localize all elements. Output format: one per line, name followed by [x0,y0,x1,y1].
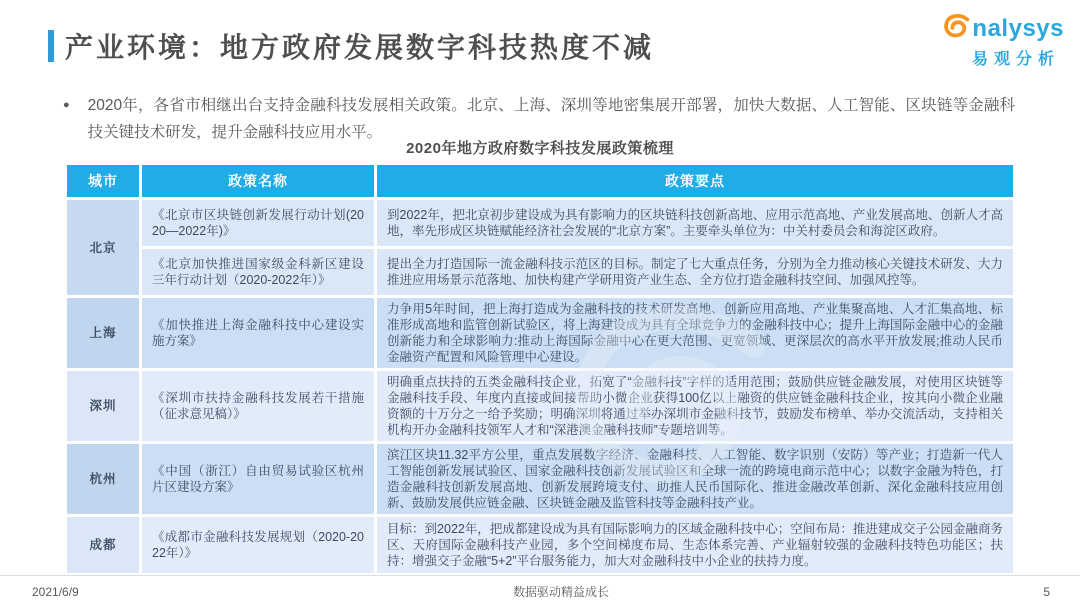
intro-bullet-text: 2020年，各省市相继出台支持金融科技发展相关政策。北京、上海、深圳等地密集展开部署，加快大数据、人工智能、区块链等金融科技关键技术研发，提升金融科技应用水平。 [87,97,1015,141]
title-block [48,26,654,66]
table-row-chengdu [67,517,1013,573]
city-cell-beijing: 北京 [67,200,139,295]
logo-text-cn: 易观分析 [971,51,1060,68]
policy-points-cell: 明确重点扶持的五类金融科技企业，拓宽了“金融科技”字样的适用范围；鼓励供应链金融发展，对使用区块链等金融科技手段、年度内直接或间接帮助小微企业获得100亿以上融资的供应链金融科技企业，按其向小微企业融资额的十万分之一给予奖励；明确深圳将通过举办深圳市金融科技节，鼓励发布榜单、举办交流活动，支持相关机构开办金融科技领军人才和“深港澳金融科技师”专题培训等。 [377,371,1013,441]
table-row-hangzhou [67,444,1013,514]
page-title: 产业环境：地方政府发展数字科技热度不减 [65,32,655,63]
policy-name-cell: 《加快推进上海金融科技中心建设实施方案》 [142,298,374,368]
analysys-swirl-icon [942,13,974,41]
policy-points-cell: 力争用5年时间，把上海打造成为金融科技的技术研发高地、创新应用高地、产业集聚高地、人才汇集高地、标准形成高地和监管创新试验区，将上海建设成为具有全球竞争力的金融科技中心；提升上海国际金融中心的金融创新能力和全球影响力:推动上海国际金融中心在更大范围、更宽领域、更深层次的高水平开放发展;推动人民币金融资产配置和风险管理中心建设。 [377,298,1013,368]
table-row-beijing-1 [67,200,1013,246]
footer-date: 2021/6/9 [32,584,79,599]
bullet-dot-icon: ● [63,99,70,111]
policy-points-cell: 滨江区块11.32平方公里，重点发展数字经济、金融科技、人工智能、数字识别（安防）等产业；打造新一代人工智能创新发展试验区、国家金融科技创新发展试验区和全球一流的跨境电商示范中心；以数字金融为特色，打造金融科技创新发展高地、创新发展跨境支付、助推人民币国际化、推进金融改革创新、深化金融科技应用创新、鼓励发展供应链金融、区块链金融及监管科技等金融科技产业。 [377,444,1013,514]
policy-name-cell: 《成都市金融科技发展规划（2020-2022年）》 [142,517,374,573]
table-row-beijing-2 [67,249,1013,295]
analysys-logo [904,13,1064,69]
city-cell-shenzhen: 深圳 [67,371,139,441]
title-accent-bar [48,30,54,62]
policy-name-cell: 《北京加快推进国家级金科新区建设三年行动计划（2020-2022年）》 [142,249,374,295]
policy-points-cell: 目标：到2022年，把成都建设成为具有国际影响力的区域金融科技中心；空间布局：推进建成交子公园金融商务区、天府国际金融科技产业园，多个空间梯度布局、生态体系完善、产业辐射较强的金融科技特色功能区；扶持：增强交子金融“5+2”平台服务能力，加大对金融科技中小企业的扶持力度。 [377,517,1013,573]
footer [0,575,1080,600]
city-cell-hangzhou: 杭州 [67,444,139,514]
footer-slogan: 数据驱动精益成长 [513,585,610,599]
column-header-policy-points: 政策要点 [377,165,1013,197]
policy-table [64,162,1016,576]
policy-points-cell: 提出全力打造国际一流金融科技示范区的目标。制定了七大重点任务，分别为全力推动核心关键技术研发、大力推进应用场景示范落地、加快构建产学研用资产业生态、全方位打造金融科技空间、加强风控等。 [377,249,1013,295]
city-cell-shanghai: 上海 [67,298,139,368]
policy-name-cell: 《北京市区块链创新发展行动计划(2020—2022年)》 [142,200,374,246]
table-row-shanghai [67,298,1013,368]
column-header-policy-name: 政策名称 [142,165,374,197]
table-row-shenzhen [67,371,1013,441]
column-header-city: 城市 [67,165,139,197]
logo-text-en: nalysys [972,15,1064,42]
logo-wordmark [904,13,1064,45]
footer-page-number: 5 [1043,584,1050,599]
policy-points-cell: 到2022年，把北京初步建设成为具有影响力的区块链科技创新高地、应用示范高地、产业发展高地、创新人才高地，率先形成区块链赋能经济社会发展的“北京方案”。主要牵头单位为：中关村委员会和海淀区政府。 [377,200,1013,246]
city-cell-chengdu: 成都 [67,517,139,573]
table-title: 2020年地方政府数字科技发展政策梳理 [406,140,674,157]
policy-name-cell: 《中国（浙江）自由贸易试验区杭州片区建设方案》 [142,444,374,514]
policy-name-cell: 《深圳市扶持金融科技发展若干措施（征求意见稿）》 [142,371,374,441]
table-header-row [67,165,1013,197]
